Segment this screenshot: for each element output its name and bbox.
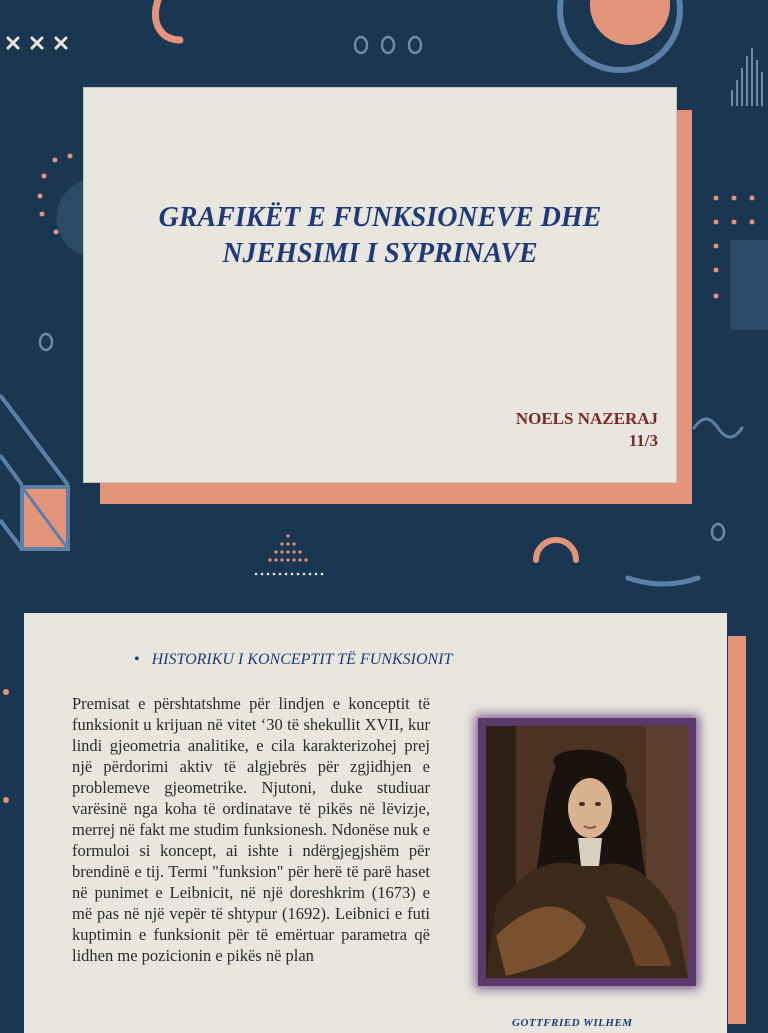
author-name: NOELS NAZERAJ — [515, 409, 658, 428]
x-marks-icon — [8, 38, 66, 48]
bullet-icon: • — [134, 651, 140, 668]
vertical-lines-icon — [732, 48, 762, 106]
wave-icon — [694, 419, 742, 437]
small-ring-right-icon — [712, 524, 724, 540]
slide-title-line-2: NJEHSIMI I SYPRINAVE — [222, 238, 538, 269]
blue-panel-shape — [730, 240, 768, 330]
leibniz-portrait-image — [486, 726, 688, 978]
blue-ring-shape — [560, 0, 680, 70]
salmon-square-shape — [22, 487, 68, 549]
cube-shape — [0, 395, 68, 485]
arc-dots-icon — [38, 154, 73, 245]
author-block — [516, 408, 658, 452]
slide-title — [84, 200, 676, 272]
blue-half-circle-shape — [56, 180, 84, 256]
section-heading — [134, 651, 452, 669]
history-paragraph: Premisat e përshtatshme për lindjen e konceptit të funksionit u krijuan në vitet ‘30 të shekullit XVII, kur lindi gjeometria analitike, e cila karakterizohej prej një përdorimi aktiv të algjebrës për zgjidhjen e problemeve gjeometrike. Njutoni, duke studiuar varësinë nga koha të ordinatave të pikës në lëvizje, merrej në fakt me studim funksionesh. Ndonëse nuk e formuloi si koncept, ai ishte i ndërgjegjshëm për brendinë e tij. Termi "funksion" për herë të parë haset në punimet e Leibnicit, në një doreshkrim (1673) e më pas në një vepër të shtypur (1692). Leibnici e futi kuptimin e funksionit për të emërtuar parametra që lidhen me pozicionin e pikës në plan — [72, 694, 430, 965]
content-slide — [24, 613, 727, 1033]
small-circles-icon — [355, 37, 421, 53]
portrait-caption: GOTTFRIED WILHEM — [512, 1017, 633, 1029]
salmon-circle-shape — [590, 0, 670, 45]
dot-grid-icon — [714, 196, 755, 299]
small-ring-left-icon — [40, 334, 52, 350]
title-slide — [84, 88, 676, 482]
salmon-hook-shape — [155, 0, 180, 40]
blue-arc-shape — [628, 578, 698, 584]
salmon-arch-shape — [536, 540, 576, 560]
dotted-line-icon — [255, 573, 324, 576]
author-class: 11/3 — [628, 431, 658, 450]
slide-title-line-1: GRAFIKËT E FUNKSIONEVE DHE — [158, 202, 602, 233]
portrait-frame — [478, 718, 696, 986]
content-slide-shadow — [728, 636, 746, 1024]
section-heading-text: HISTORIKU I KONCEPTIT TË FUNKSIONIT — [151, 651, 453, 668]
dotted-triangle-icon — [268, 534, 307, 561]
